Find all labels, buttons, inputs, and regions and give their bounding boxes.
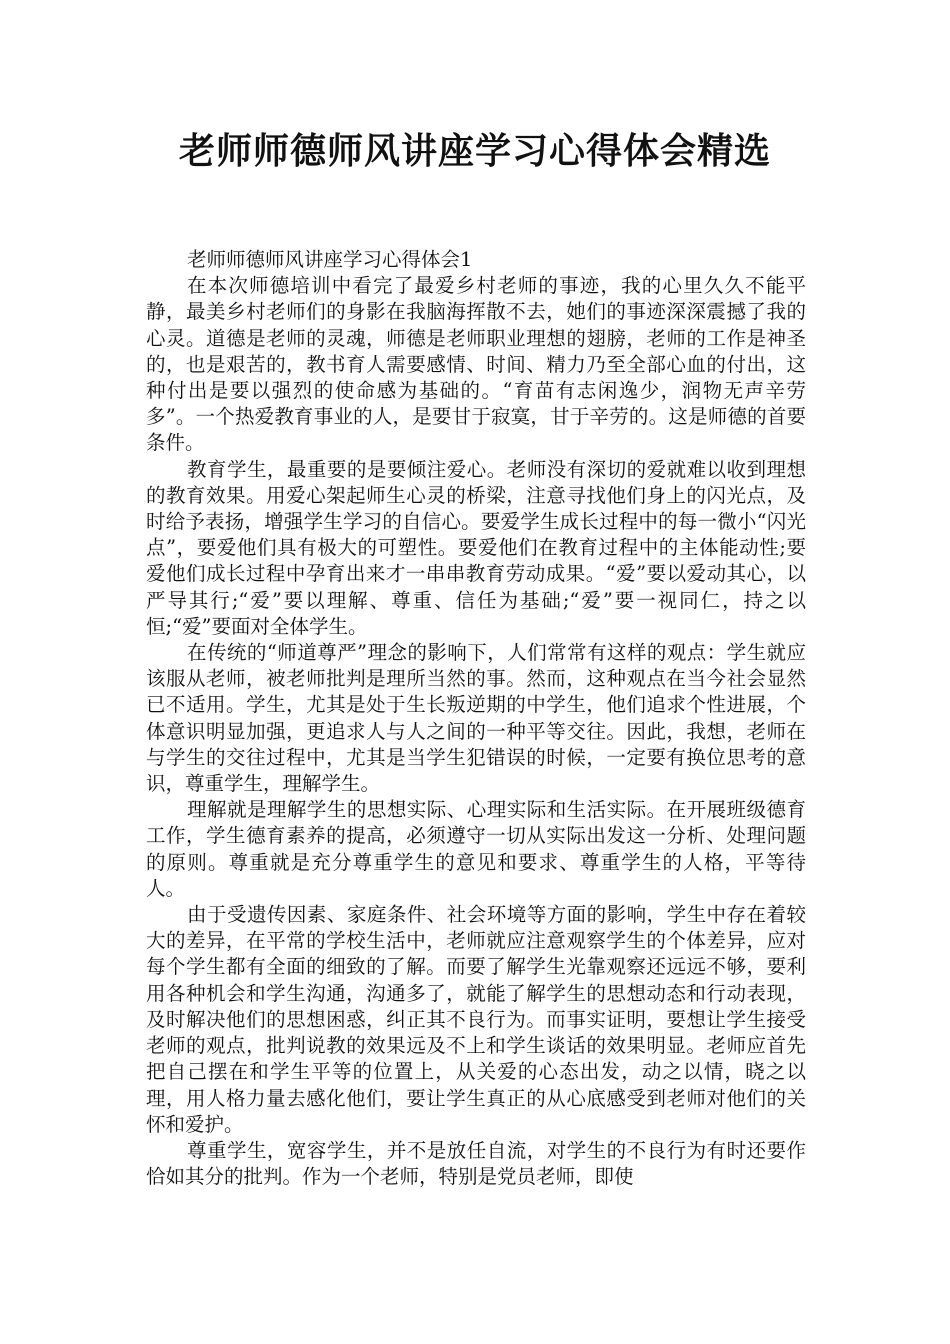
paragraph-5: 由于受遗传因素、家庭条件、社会环境等方面的影响，学生中存在着较大的差异，在平常的学校生活中，老师就应注意观察学生的个体差异，应对每个学生都有全面的细致的了解。而要了解学生光靠观察还远远不够，要利用各种机会和学生沟通，沟通多了，就能了解学生的思想动态和行动表现，及时解决他们的思想困惑，纠正其不良行为。而事实证明，要想让学生接受老师的观点，批判说教的效果远及不上和学生谈话的效果明显。老师应首先把自己摆在和学生平等的位置上，从关爱的心态出发，动之以情，晓之以理，用人格力量去感化他们，要让学生真正的从心底感受到老师对他们的关怀和爱护。 (146, 903, 806, 1136)
paragraph-2: 教育学生，最重要的是要倾注爱心。老师没有深切的爱就难以收到理想的教育效果。用爱心架起师生心灵的桥梁，注意寻找他们身上的闪光点，及时给予表扬，增强学生学习的自信心。要爱学生成长过程中的每一微小“闪光点”，要爱他们具有极大的可塑性。要爱他们在教育过程中的主体能动性;要爱他们成长过程中孕育出来才一串串教育劳动成果。“爱”要以爱动其心，以严导其行;“爱”要以理解、尊重、信任为基础;“爱”要一视同仁，持之以恒;“爱”要面对全体学生。 (146, 457, 806, 638)
document-title: 老师师德师风讲座学习心得体会精选 (178, 131, 771, 172)
paragraph-6: 尊重学生，宽容学生，并不是放任自流，对学生的不良行为有时还要作恰如其分的批判。作为一个老师，特别是党员老师，即使 (146, 1138, 806, 1189)
document-body (146, 247, 806, 1190)
paragraph-4: 理解就是理解学生的思想实际、心理实际和生活实际。在开展班级德育工作，学生德育素养的提高，必须遵守一切从实际出发这一分析、处理问题的原则。尊重就是充分尊重学生的意见和要求、尊重学生的人格，平等待人。 (146, 798, 806, 900)
paragraph-3: 在传统的“师道尊严”理念的影响下，人们常常有这样的观点：学生就应该服从老师，被老师批判是理所当然的事。然而，这种观点在当今社会显然已不适用。学生，尤其是处于生长叛逆期的中学生，他们追求个性进展，个体意识明显加强，更追求人与人之间的一种平等交往。因此，我想，老师在与学生的交往过程中，尤其是当学生犯错误的时候，一定要有换位思考的意识，尊重学生，理解学生。 (146, 641, 806, 796)
section-heading: 老师师德师风讲座学习心得体会1 (187, 248, 473, 271)
paragraph-1: 在本次师德培训中看完了最爱乡村老师的事迹，我的心里久久不能平静，最美乡村老师们的身影在我脑海挥散不去，她们的事迹深深震撼了我的心灵。道德是老师的灵魂，师德是老师职业理想的翅膀，老师的工作是神圣的，也是艰苦的，教书育人需要感情、时间、精力乃至全部心血的付出，这种付出是要以强烈的使命感为基础的。“育苗有志闲逸少，润物无声辛劳多”。一个热爱教育事业的人，是要甘于寂寞，甘于辛劳的。这是师德的首要条件。 (146, 274, 806, 455)
